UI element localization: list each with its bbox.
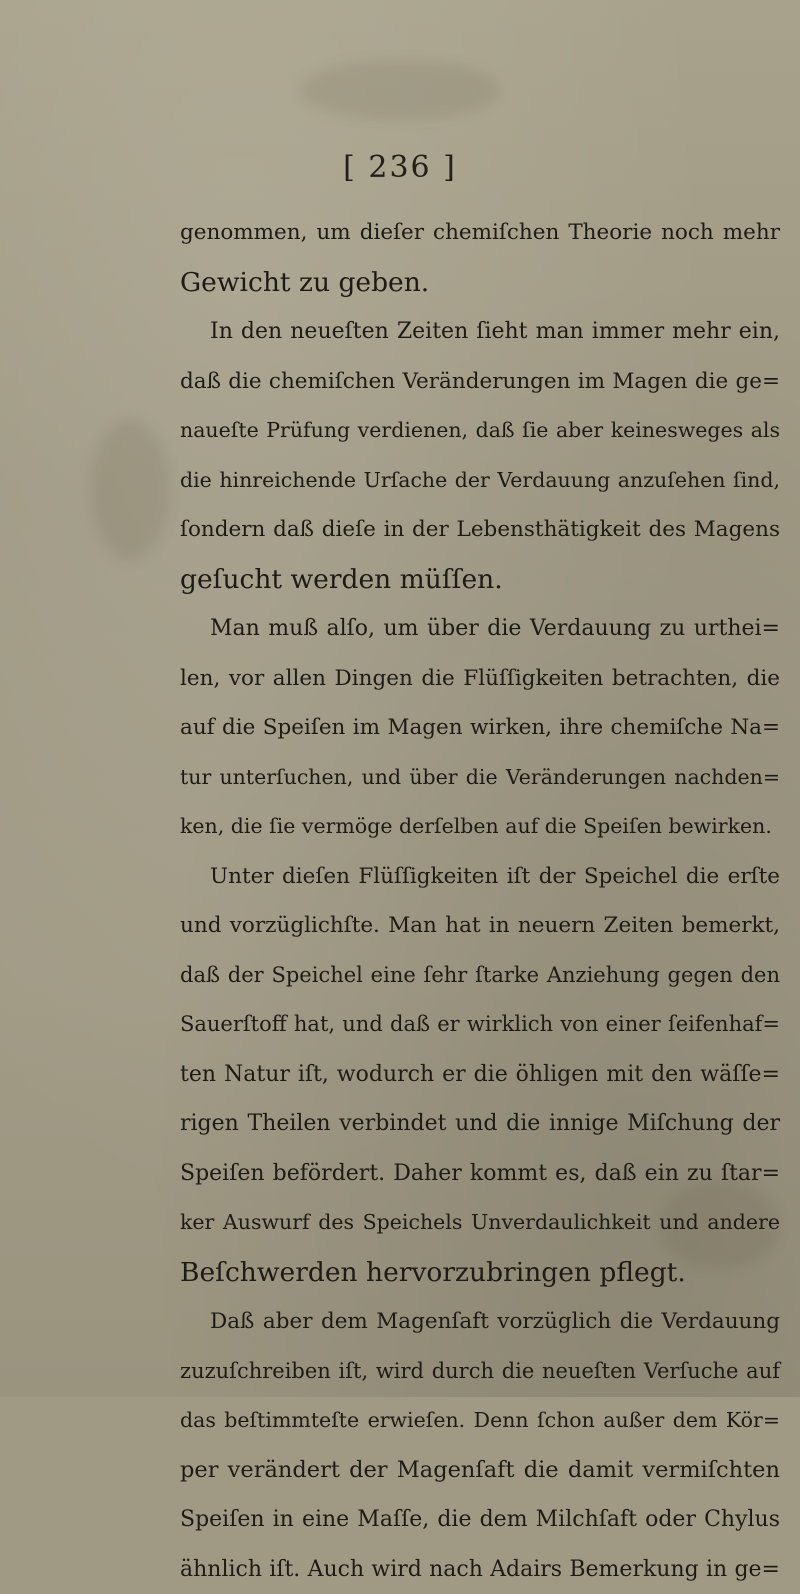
text-line: Speiſen befördert. Daher kommt es, daß ein zu ſtar=: [180, 1149, 780, 1199]
text-line: ſondern daß dieſe in der Lebensthätigkeit des Magens: [180, 505, 780, 555]
text-line: rigen Theilen verbindet und die innige Miſchung der: [180, 1099, 780, 1149]
text-line: Unter dieſen Flüſſigkeiten iſt der Speichel die erſte: [180, 852, 780, 902]
text-line: In den neueſten Zeiten ſieht man immer mehr ein,: [180, 307, 780, 357]
text-line: daß die chemiſchen Veränderungen im Magen die ge=: [180, 357, 780, 407]
text-line: per verändert der Magenſaft die damit vermiſchten: [180, 1446, 780, 1496]
text-line: len, vor allen Dingen die Flüſſigkeiten betrachten, die: [180, 654, 780, 704]
text-line: daß der Speichel eine ſehr ſtarke Anziehung gegen den: [180, 951, 780, 1001]
text-line: genommen, um dieſer chemiſchen Theorie noch mehr: [180, 208, 780, 258]
text-line: geſucht werden müſſen.: [180, 555, 780, 605]
text-line: ken, die ſie vermöge derſelben auf die Speiſen bewirken.: [180, 802, 780, 852]
text-line: die hinreichende Urſache der Verdauung anzuſehen ſind,: [180, 456, 780, 506]
body-text: [180, 208, 780, 1594]
text-line: ten Natur iſt, wodurch er die öhligen mit den wäſſe=: [180, 1050, 780, 1100]
text-line: Sauerſtoff hat, und daß er wirklich von einer ſeifenhaf=: [180, 1000, 780, 1050]
text-line: auf die Speiſen im Magen wirken, ihre chemiſche Na=: [180, 703, 780, 753]
paper-stain: [300, 60, 500, 120]
text-line: naueſte Prüfung verdienen, daß ſie aber keinesweges als: [180, 406, 780, 456]
text-line: ähnlich iſt. Auch wird nach Adairs Bemerkung in ge=: [180, 1545, 780, 1594]
text-line: Speiſen in eine Maſſe, die dem Milchſaft oder Chylus: [180, 1495, 780, 1545]
text-line: Beſchwerden hervorzubringen pflegt.: [180, 1248, 780, 1298]
text-line: das beſtimmteſte erwieſen. Denn ſchon außer dem Kör=: [180, 1396, 780, 1446]
text-line: tur unterſuchen, und über die Veränderungen nachden=: [180, 753, 780, 803]
text-line: und vorzüglichſte. Man hat in neuern Zeiten bemerkt,: [180, 901, 780, 951]
text-line: Man muß alſo, um über die Verdauung zu urthei=: [180, 604, 780, 654]
text-line: ker Auswurf des Speichels Unverdaulichkeit und andere: [180, 1198, 780, 1248]
text-line: zuzuſchreiben iſt, wird durch die neueſten Verſuche auf: [180, 1347, 780, 1397]
text-line: Gewicht zu geben.: [180, 258, 780, 308]
page-number: [ 236 ]: [0, 150, 800, 185]
paper-stain: [90, 420, 170, 560]
text-line: Daß aber dem Magenſaft vorzüglich die Verdauung: [180, 1297, 780, 1347]
